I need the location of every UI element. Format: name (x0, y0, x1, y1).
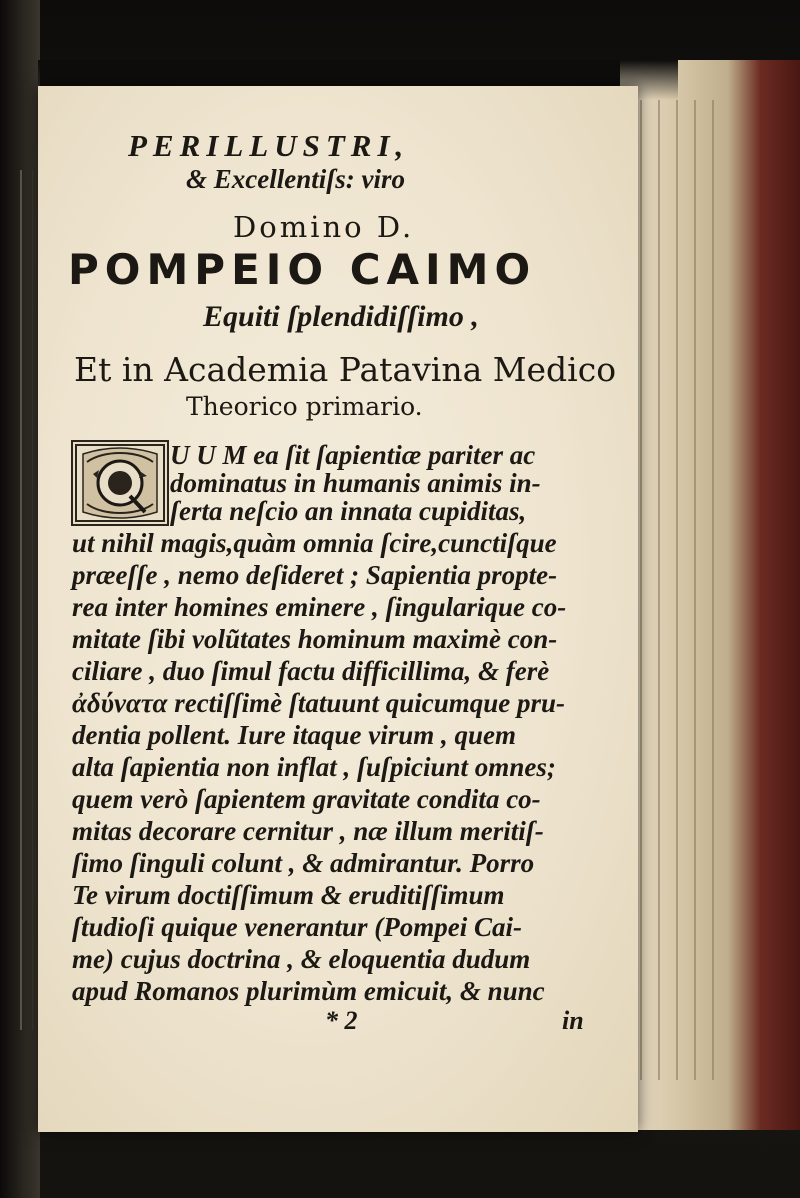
dedication-line-1: PERILLUSTRI, (128, 128, 410, 163)
body-line: mitas decorare cernitur , næ illum meritiſ- (72, 816, 544, 846)
left-book-edge (0, 0, 40, 1198)
decorative-initial-q (71, 440, 169, 526)
body-line: ſerta neſcio an innata cupiditas, (170, 496, 527, 526)
dedication-name: POMPEIO CAIMO (68, 245, 537, 294)
body-line: apud Romanos plurimùm emicuit, & nunc (72, 976, 545, 1006)
body-line: mitate ſibi volũtates hominum maximè con- (72, 624, 558, 654)
body-line: dentia pollent. Iure itaque virum , quem (72, 720, 517, 750)
body-line: Te virum doctiſſimum & eruditiſſimum (72, 880, 505, 910)
dedication-line-2: & Excellentiſs: viro (186, 164, 405, 194)
dedication-line-6: Et in Academia Patavina Medico (74, 350, 617, 389)
body-line: quem verò ſapientem gravitate condita co- (72, 784, 541, 814)
right-page-edges (620, 60, 800, 1130)
left-edge-rib (20, 170, 33, 1030)
catchword: in (562, 1006, 584, 1035)
signature-mark: * 2 (325, 1006, 358, 1035)
body-line: me) cujus doctrina , & eloquentia dudum (72, 944, 531, 974)
body-line: ſimo ſinguli colunt , & admirantur. Porro (72, 848, 535, 878)
page-edge-line (712, 100, 714, 1080)
body-line: ſtudioſi quique venerantur (Pompei Cai- (72, 912, 523, 942)
body-line: rea inter homines eminere , ſingularique co- (72, 592, 567, 622)
ornament-icon (73, 442, 167, 524)
page-edge-line (676, 100, 678, 1080)
page-edge-line (694, 100, 696, 1080)
body-line: ut nihil magis,quàm omnia ſcire,cunctiſque (72, 528, 557, 558)
dedication-line-5: Equiti ſplendidiſſimo , (203, 300, 479, 333)
dedication-line-3: Domino D. (233, 210, 415, 244)
body-line: dominatus in humanis animis in- (170, 468, 541, 498)
page-edge-line (640, 100, 642, 1080)
body-line: alta ſapientia non inflat , ſuſpiciunt omnes; (72, 752, 556, 782)
body-line: ciliare , duo ſimul factu difficillima, & ferè (72, 656, 550, 686)
body-line: U U M ea ſit ſapientiæ pariter ac (170, 440, 536, 470)
page-edge-line (658, 100, 660, 1080)
body-line: præeſſe , nemo deſideret ; Sapientia propte- (72, 560, 558, 590)
dedication-line-7: Theorico primario. (186, 392, 423, 421)
body-line: ἀδύνατα rectiſſimè ſtatuunt quicumque pru- (72, 688, 565, 718)
